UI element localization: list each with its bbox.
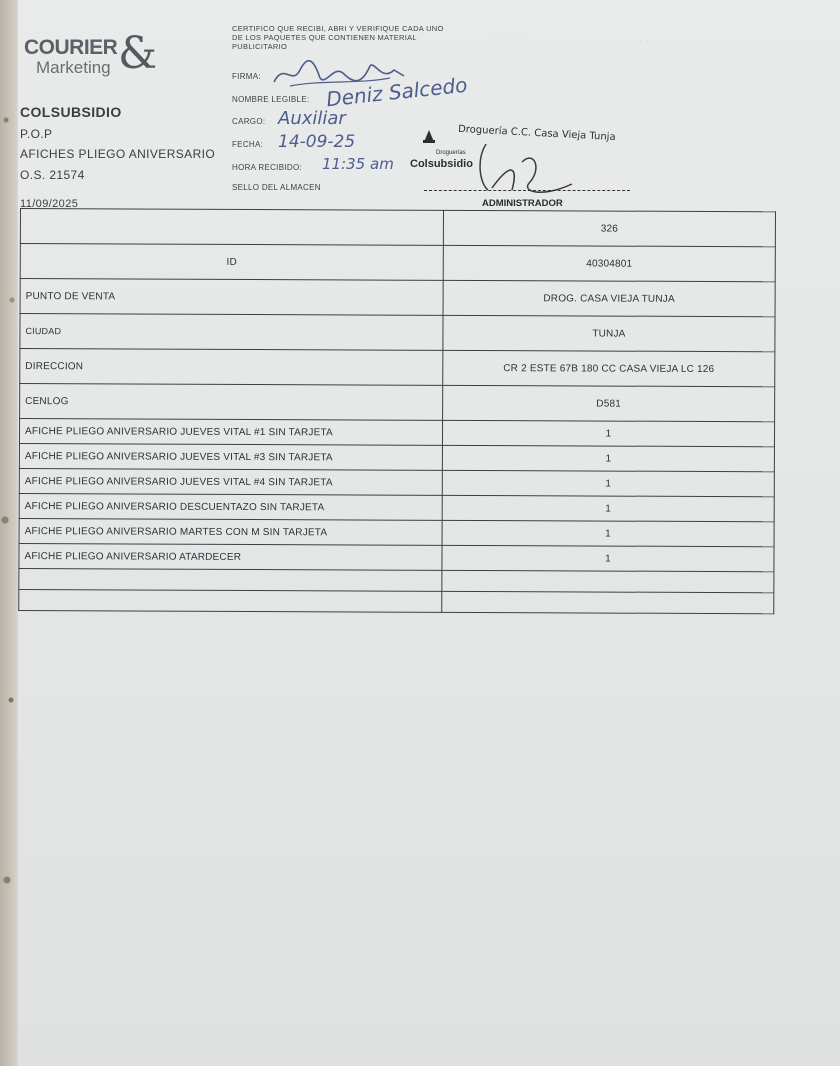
delivery-table (18, 208, 776, 614)
faint-marks-2: · · · · · · (640, 38, 675, 45)
hora-label: HORA RECIBIDO: (232, 163, 302, 172)
item-label: AFICHE PLIEGO ANIVERSARIO JUEVES VITAL #1 SIN TARJETA (19, 419, 442, 446)
faint-marks-1: · · · · · · (492, 32, 527, 39)
id-label: ID (20, 244, 443, 281)
item-label: AFICHE PLIEGO ANIVERSARIO JUEVES VITAL #3 SIN TARJETA (19, 443, 442, 470)
logo-text-courier: COURIER (24, 36, 118, 59)
firma-label: FIRMA: (232, 72, 261, 81)
colsubsidio-brand-icon (422, 128, 436, 144)
fecha-value: 14-09-25 (278, 132, 356, 152)
hora-value: 11:35 am (322, 155, 394, 173)
table-surface-edge (0, 0, 20, 1066)
table-cell-empty (19, 589, 442, 612)
stamp-brand: Colsubsidio (410, 158, 473, 170)
table-row (20, 209, 775, 247)
item-qty: 1 (442, 445, 774, 471)
item-label: AFICHE PLIEGO ANIVERSARIO ATARDECER (19, 543, 442, 570)
info-value: CR 2 ESTE 67B 180 CC CASA VIEJA LC 126 (443, 350, 775, 386)
item-qty: 1 (442, 470, 774, 496)
table-row (20, 244, 775, 282)
item-qty: 1 (442, 520, 774, 546)
item-qty: 1 (442, 545, 774, 571)
table-cell-empty (19, 568, 442, 591)
table-row (20, 384, 775, 422)
material-type: P.O.P (20, 127, 53, 141)
sello-label: SELLO DEL ALMACEN (232, 183, 321, 192)
table-row (19, 543, 774, 571)
table-cell-empty (442, 591, 774, 613)
cargo-label: CARGO: (232, 117, 266, 126)
nombre-label: NOMBRE LEGIBLE: (232, 95, 310, 104)
table-row-empty (19, 589, 774, 613)
stamp-brand-small: Droguerías (436, 150, 466, 156)
table-row (19, 419, 774, 447)
document-title: AFICHES PLIEGO ANIVERSARIO (20, 147, 216, 161)
info-label: CENLOG (20, 384, 443, 421)
info-label: CIUDAD (20, 314, 443, 351)
item-label: AFICHE PLIEGO ANIVERSARIO DESCUENTAZO SIN TARJETA (19, 493, 442, 520)
table-row (20, 279, 775, 317)
table-row (19, 443, 774, 471)
item-qty: 1 (442, 495, 774, 521)
info-value: DROG. CASA VIEJA TUNJA (443, 280, 775, 316)
logo-text-marketing: Marketing (36, 58, 111, 77)
stamp-store-name: Droguería C.C. Casa Vieja Tunja (457, 123, 616, 144)
order-number: O.S. 21574 (20, 168, 85, 182)
item-qty: 1 (442, 420, 774, 446)
table-row (20, 349, 775, 387)
item-label: AFICHE PLIEGO ANIVERSARIO MARTES CON M SIN TARJETA (19, 518, 442, 545)
table-cell-left (20, 209, 443, 246)
table-row (19, 468, 774, 496)
cargo-value: Auxiliar (278, 108, 346, 129)
stamp-signature-line (424, 190, 630, 191)
table-row (19, 493, 774, 521)
item-label: AFICHE PLIEGO ANIVERSARIO JUEVES VITAL #4 SIN TARJETA (19, 468, 442, 495)
info-label: PUNTO DE VENTA (20, 279, 443, 316)
id-value: 40304801 (443, 245, 775, 281)
stamp-role: ADMINISTRADOR (482, 198, 563, 209)
nombre-value: Deniz Salcedo (325, 72, 469, 112)
info-value: TUNJA (443, 315, 775, 351)
certificate-text: CERTIFICO QUE RECIBI, ABRI Y VERIFIQUE CADA UNO DE LOS PAQUETES QUE CONTIENEN MATERIAL PUBLICITARIO (232, 24, 444, 51)
document-date: 11/09/2025 (20, 198, 79, 210)
client-name: COLSUBSIDIO (20, 104, 122, 120)
table-cell-right: 326 (443, 210, 775, 246)
info-value: D581 (443, 385, 775, 421)
info-label: DIRECCION (20, 349, 443, 386)
table-row (20, 314, 775, 352)
table-row (19, 518, 774, 546)
courier-marketing-logo (24, 28, 158, 80)
fecha-label: FECHA: (232, 140, 264, 149)
logo-ampersand: & (118, 28, 158, 79)
stamp-signature (472, 140, 582, 200)
table-cell-empty (442, 570, 774, 592)
